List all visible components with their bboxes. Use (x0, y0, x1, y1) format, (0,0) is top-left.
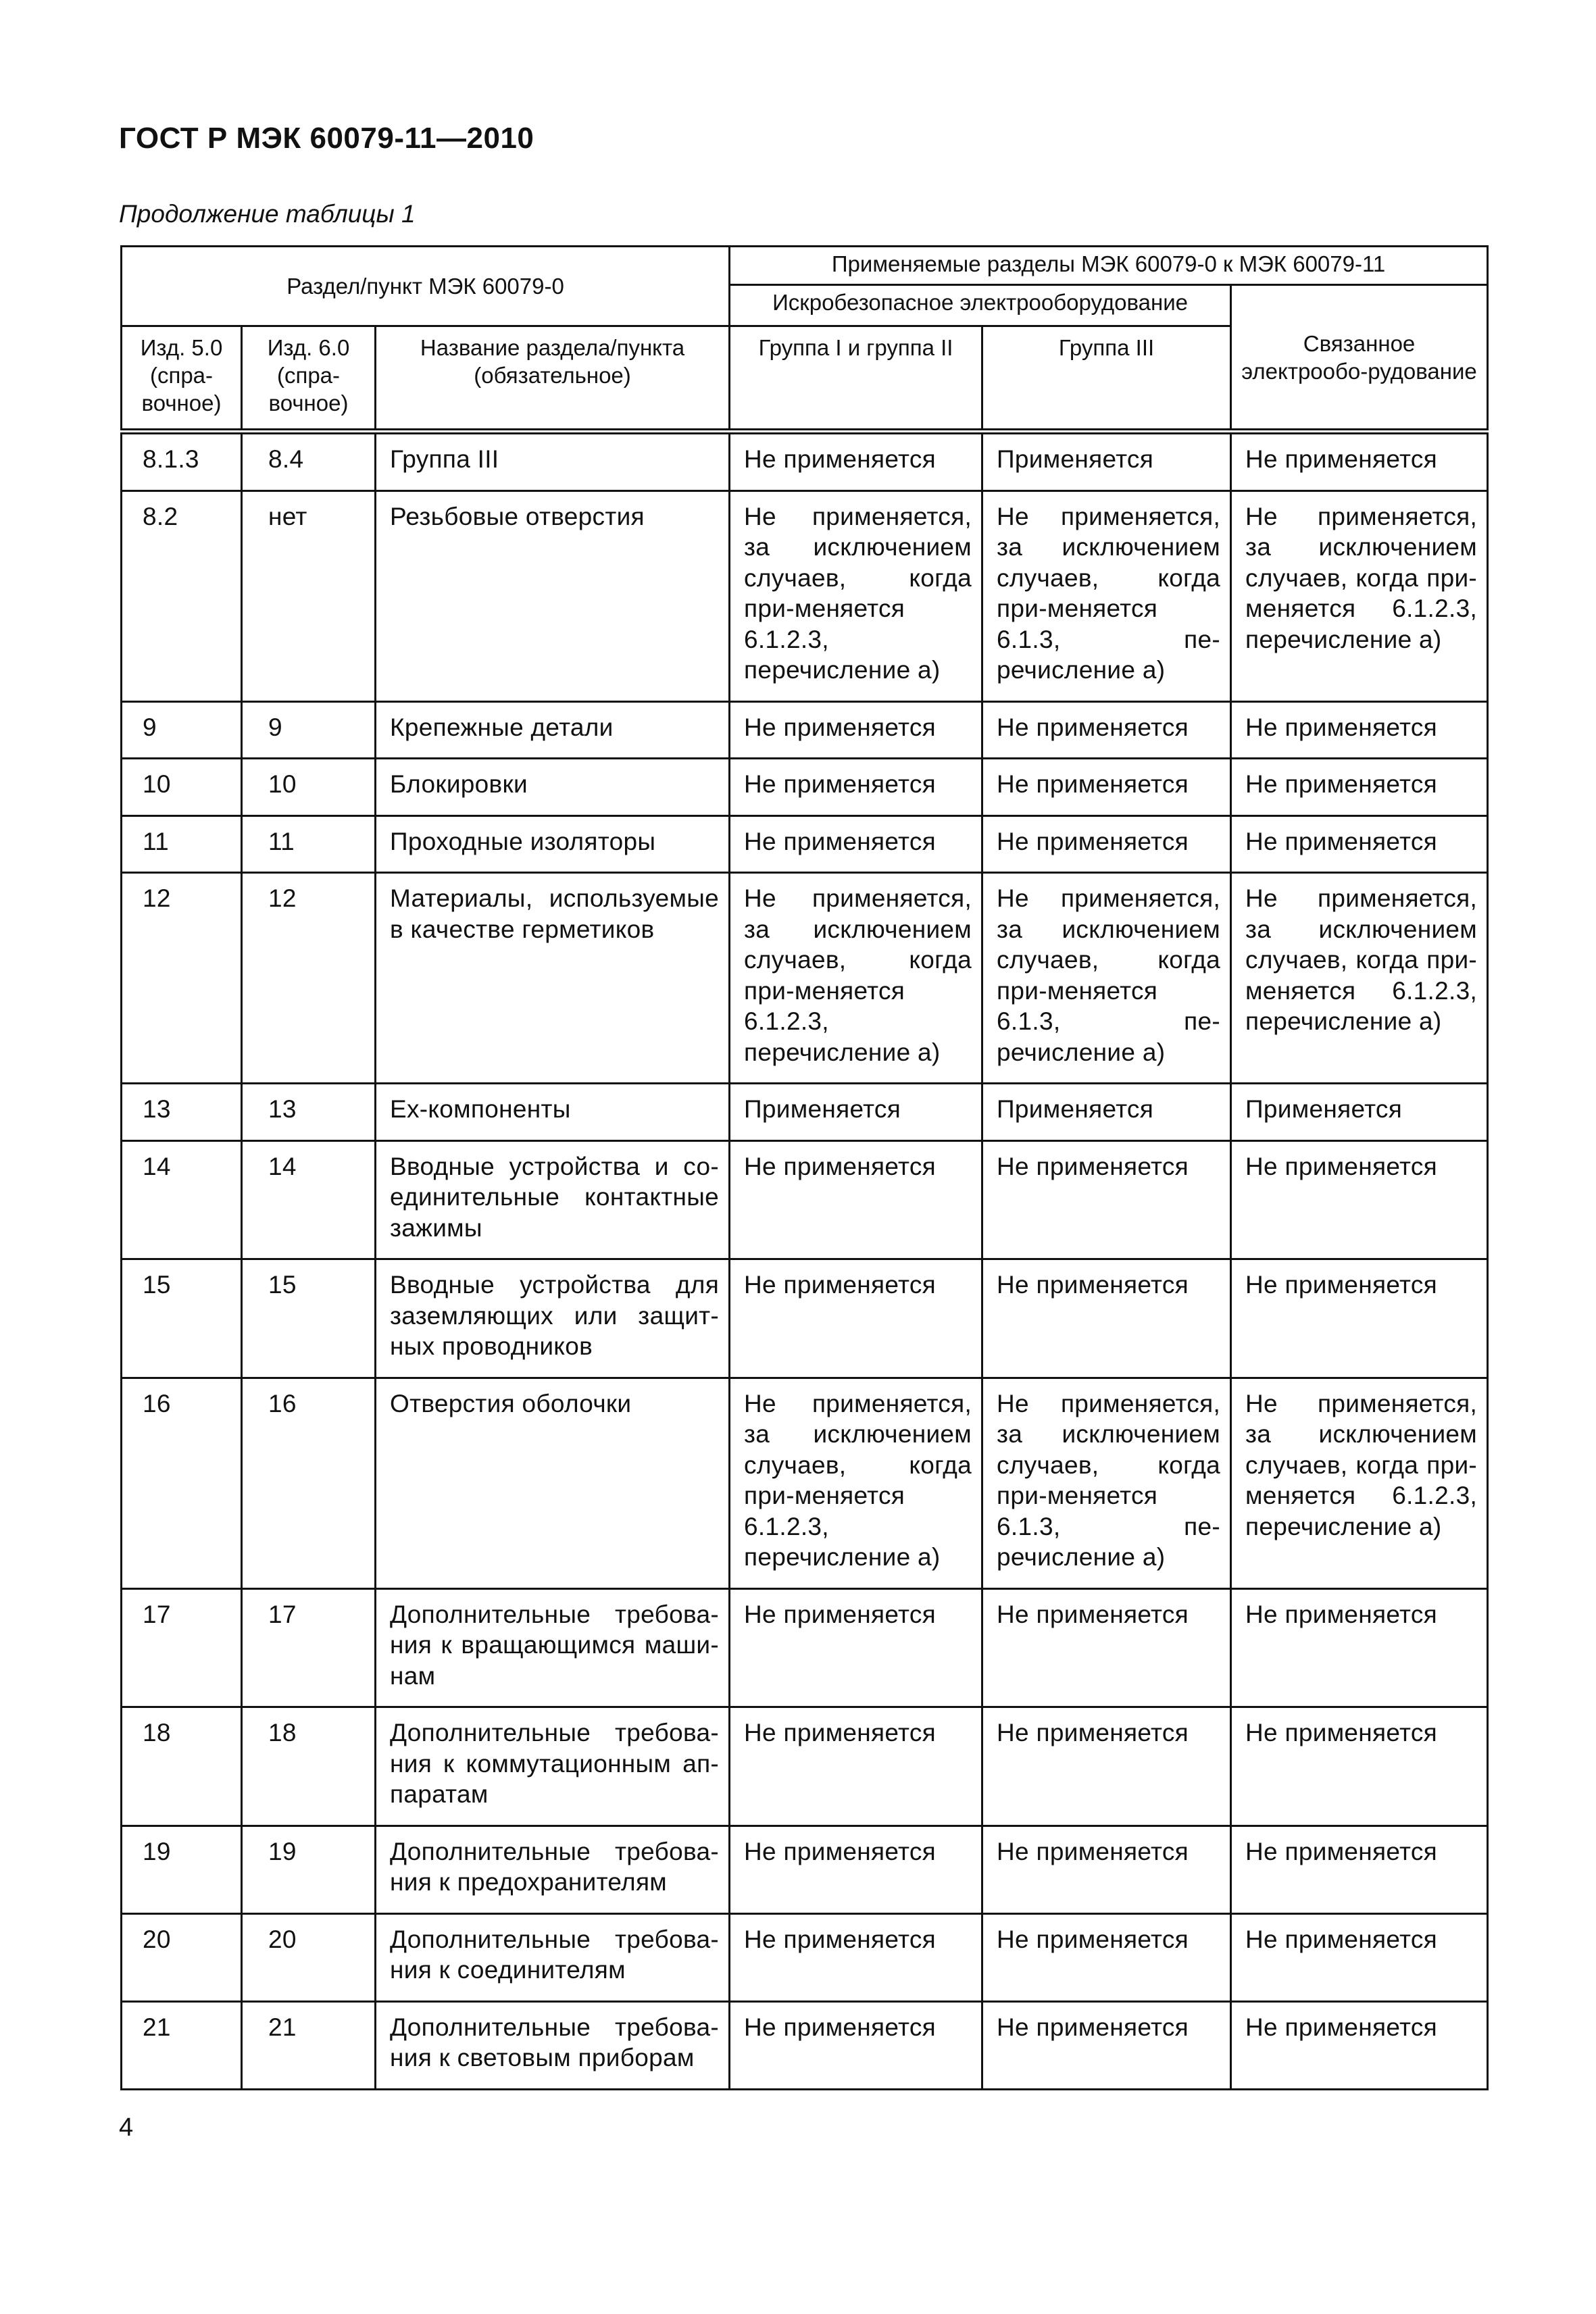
table-row (122, 1826, 1488, 1913)
cell-group-3: Не применяется (982, 1913, 1231, 2001)
cell-name: Резьбовые отверстия (376, 491, 730, 701)
cell-group-1-2: Не применяется (730, 759, 982, 816)
cell-group-3: Применяется (982, 432, 1231, 491)
cell-group-3: Не применяется (982, 1707, 1231, 1826)
header-edition-5: Изд. 5.0 (спра-вочное) (122, 326, 242, 432)
cell-ed5: 16 (122, 1378, 242, 1588)
cell-ed6: 15 (242, 1259, 376, 1378)
cell-group-3: Не применяется (982, 1140, 1231, 1259)
page-number: 4 (119, 2113, 134, 2142)
table-row (122, 491, 1488, 701)
table-row (122, 1140, 1488, 1259)
cell-ed5: 21 (122, 2001, 242, 2089)
cell-ed6: 8.4 (242, 432, 376, 491)
cell-name: Группа III (376, 432, 730, 491)
cell-group-3: Не применяется (982, 701, 1231, 759)
cell-group-3: Не применяется, за исключением случаев, когда при-меняется 6.1.3, пе-речисление а) (982, 491, 1231, 701)
cell-associated: Не применяется (1231, 1826, 1488, 1913)
header-edition-6: Изд. 6.0 (спра-вочное) (242, 326, 376, 432)
cell-group-1-2: Не применяется (730, 1826, 982, 1913)
cell-group-3: Не применяется (982, 1259, 1231, 1378)
cell-group-1-2: Не применяется, за исключением случаев, когда при-меняется 6.1.2.3, перечисление а) (730, 491, 982, 701)
cell-ed6: 11 (242, 815, 376, 873)
cell-group-3: Не применяется (982, 815, 1231, 873)
cell-ed5: 17 (122, 1588, 242, 1707)
cell-name: Проходные изоляторы (376, 815, 730, 873)
header-intrinsic: Искробезопасное электрооборудование (730, 285, 1231, 326)
cell-associated: Не применяется (1231, 759, 1488, 816)
cell-associated: Не применяется, за исключением случаев, когда при-меняется 6.1.2.3, перечисление а) (1231, 1378, 1488, 1588)
table-row (122, 1913, 1488, 2001)
table-row (122, 1707, 1488, 1826)
cell-group-1-2: Не применяется (730, 1707, 982, 1826)
table-row (122, 1259, 1488, 1378)
cell-ed5: 13 (122, 1084, 242, 1141)
header-name: Название раздела/пункта (обязательное) (376, 326, 730, 432)
cell-group-3: Не применяется, за исключением случаев, когда при-меняется 6.1.3, пе-речисление а) (982, 873, 1231, 1084)
cell-name: Дополнительные требова-ния к коммутационным ап-паратам (376, 1707, 730, 1826)
cell-ed5: 11 (122, 815, 242, 873)
cell-name: Дополнительные требова-ния к световым приборам (376, 2001, 730, 2089)
cell-ed6: 18 (242, 1707, 376, 1826)
cell-ed6: 16 (242, 1378, 376, 1588)
header-group-1-2: Группа I и группа II (730, 326, 982, 432)
cell-ed6: 14 (242, 1140, 376, 1259)
cell-group-3: Не применяется (982, 759, 1231, 816)
cell-name: Дополнительные требова-ния к предохранителям (376, 1826, 730, 1913)
table-row (122, 432, 1488, 491)
cell-name: Дополнительные требова-ния к вращающимся маши-нам (376, 1588, 730, 1707)
table-row (122, 1378, 1488, 1588)
cell-ed6: 9 (242, 701, 376, 759)
cell-group-1-2: Не применяется (730, 815, 982, 873)
cell-ed5: 12 (122, 873, 242, 1084)
cell-associated: Не применяется (1231, 1707, 1488, 1826)
header-associated: Связанное электрообо-рудование (1231, 285, 1488, 432)
cell-group-1-2: Не применяется, за исключением случаев, когда при-меняется 6.1.2.3, перечисление а) (730, 1378, 982, 1588)
cell-group-1-2: Не применяется (730, 2001, 982, 2089)
cell-name: Вводные устройства и со-единительные контактные зажимы (376, 1140, 730, 1259)
cell-group-1-2: Применяется (730, 1084, 982, 1141)
cell-ed5: 19 (122, 1826, 242, 1913)
cell-name: Крепежные детали (376, 701, 730, 759)
cell-name: Материалы, используемые в качестве герметиков (376, 873, 730, 1084)
document-title: ГОСТ Р МЭК 60079-11—2010 (119, 122, 534, 155)
cell-name: Блокировки (376, 759, 730, 816)
cell-name: Дополнительные требова-ния к соединителям (376, 1913, 730, 2001)
cell-associated: Не применяется (1231, 1259, 1488, 1378)
cell-ed5: 15 (122, 1259, 242, 1378)
cell-group-3: Не применяется (982, 1588, 1231, 1707)
cell-group-1-2: Не применяется (730, 1140, 982, 1259)
cell-group-3: Применяется (982, 1084, 1231, 1141)
cell-ed6: 12 (242, 873, 376, 1084)
cell-associated: Не применяется, за исключением случаев, когда при-меняется 6.1.2.3, перечисление а) (1231, 873, 1488, 1084)
cell-group-1-2: Не применяется (730, 1913, 982, 2001)
cell-group-1-2: Не применяется, за исключением случаев, когда при-меняется 6.1.2.3, перечисление а) (730, 873, 982, 1084)
cell-associated: Применяется (1231, 1084, 1488, 1141)
cell-ed5: 8.2 (122, 491, 242, 701)
cell-group-3: Не применяется (982, 2001, 1231, 2089)
cell-ed5: 10 (122, 759, 242, 816)
table-row (122, 759, 1488, 816)
cell-ed6: 10 (242, 759, 376, 816)
cell-group-1-2: Не применяется (730, 701, 982, 759)
cell-group-3: Не применяется, за исключением случаев, когда при-меняется 6.1.3, пе-речисление а) (982, 1378, 1231, 1588)
header-group-3: Группа III (982, 326, 1231, 432)
cell-associated: Не применяется (1231, 2001, 1488, 2089)
cell-ed5: 18 (122, 1707, 242, 1826)
cell-name: Вводные устройства для заземляющих или защит-ных проводников (376, 1259, 730, 1378)
cell-group-1-2: Не применяется (730, 1588, 982, 1707)
cell-ed5: 8.1.3 (122, 432, 242, 491)
table-row (122, 701, 1488, 759)
cell-name: Ex-компоненты (376, 1084, 730, 1141)
cell-associated: Не применяется (1231, 1913, 1488, 2001)
cell-group-1-2: Не применяется (730, 432, 982, 491)
cell-associated: Не применяется, за исключением случаев, когда при-меняется 6.1.2.3, перечисление а) (1231, 491, 1488, 701)
header-applicable: Применяемые разделы МЭК 60079-0 к МЭК 60079-11 (730, 247, 1488, 285)
cell-ed5: 14 (122, 1140, 242, 1259)
cell-associated: Не применяется (1231, 701, 1488, 759)
cell-ed6: 20 (242, 1913, 376, 2001)
header-section: Раздел/пункт МЭК 60079-0 (122, 247, 730, 326)
cell-ed6: 21 (242, 2001, 376, 2089)
table-row (122, 1084, 1488, 1141)
cell-ed5: 9 (122, 701, 242, 759)
table-row (122, 815, 1488, 873)
table-row (122, 1588, 1488, 1707)
cell-associated: Не применяется (1231, 432, 1488, 491)
table-row (122, 2001, 1488, 2089)
cell-ed6: 19 (242, 1826, 376, 1913)
table-caption: Продолжение таблицы 1 (119, 200, 416, 228)
cell-associated: Не применяется (1231, 1140, 1488, 1259)
table-row (122, 873, 1488, 1084)
cell-associated: Не применяется (1231, 815, 1488, 873)
cell-ed6: нет (242, 491, 376, 701)
cell-ed6: 13 (242, 1084, 376, 1141)
cell-group-3: Не применяется (982, 1826, 1231, 1913)
cell-name: Отверстия оболочки (376, 1378, 730, 1588)
cell-ed5: 20 (122, 1913, 242, 2001)
cell-ed6: 17 (242, 1588, 376, 1707)
standards-table (120, 245, 1489, 2090)
cell-associated: Не применяется (1231, 1588, 1488, 1707)
cell-group-1-2: Не применяется (730, 1259, 982, 1378)
